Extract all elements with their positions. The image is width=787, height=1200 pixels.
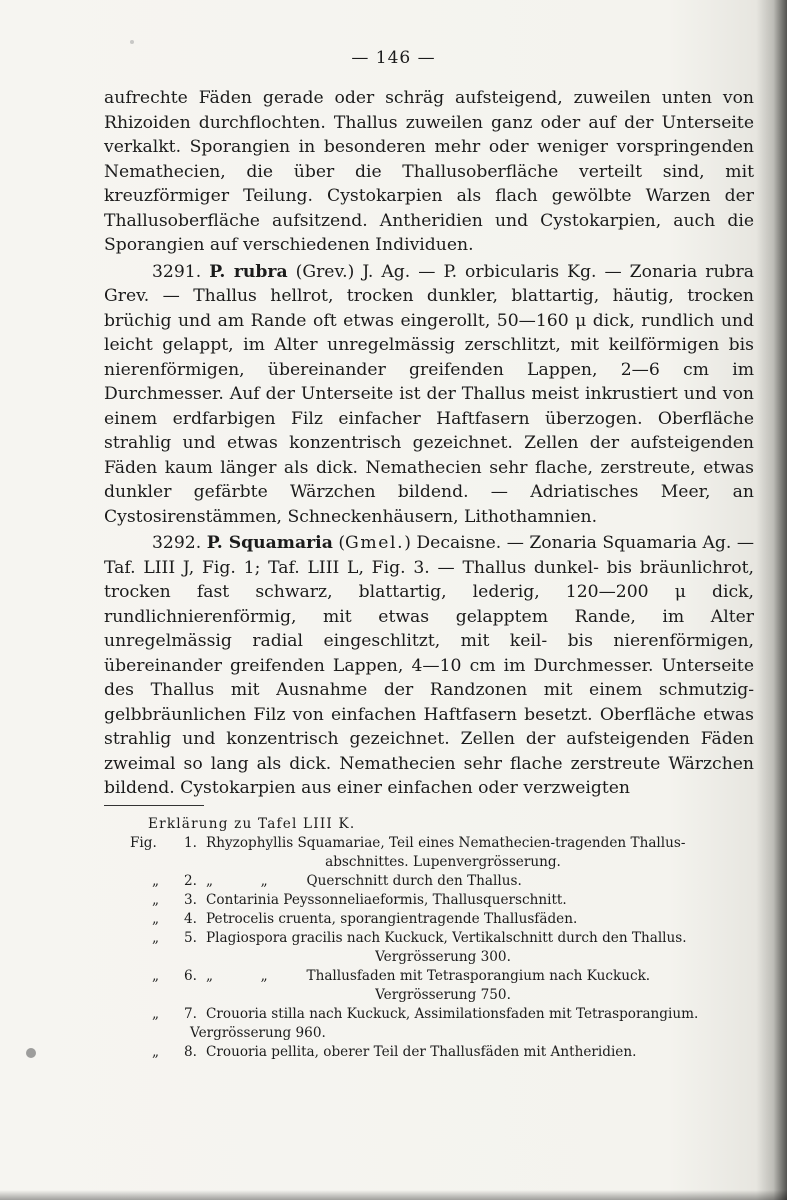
legend-description: Contarinia Peyssonneliaeformis, Thallusquerschnitt. xyxy=(206,892,567,908)
legend-item xyxy=(130,872,756,891)
page-edge-shadow xyxy=(757,0,787,1200)
legend-prefix: „ xyxy=(152,1006,160,1022)
legend-number: 1. xyxy=(184,835,197,851)
legend-number: 4. xyxy=(184,911,197,927)
entry-text: (Grev.) J. Ag. — P. orbicularis Kg. — Zonaria rubra Grev. — Thallus hellrot, trocken dunkler, blattartig, häutig, trocken brüchig und am Rande oft etwas eingerollt, 50—160 μ dick, rundlich und leicht gelappt, im Alter unregelmässig zerschlitzt, mit keilförmigen bis nierenförmigen, übereinander greifenden Lappen, 2—6 cm im Durchmesser. Auf der Unterseite ist der Thallus meist inkrustiert und von einem erdfarbigen Filz einfacher Haftfasern überzogen. Oberfläche strahlig und etwas konzentrisch gezeichnet. Zellen der aufsteigenden Fäden kaum länger als dick. Nemathecien sehr flache, zerstreute, etwas dunkler gefärbte Wärzchen bildend. — Adriatisches Meer, an Cystosirenstämmen, Schneckenhäusern, Lithothamnien. xyxy=(104,261,754,527)
species-name: P. Squamaria xyxy=(206,533,333,553)
legend-continuation: Vergrösserung 960. xyxy=(190,1025,326,1041)
legend-number: 7. xyxy=(184,1006,197,1022)
scan-blemish xyxy=(26,1048,36,1058)
entry-3291 xyxy=(104,260,754,530)
plate-legend xyxy=(130,815,756,1062)
legend-item xyxy=(130,834,756,853)
legend-description: „ „ Querschnitt durch den Thallus. xyxy=(206,873,522,889)
legend-prefix: „ xyxy=(152,930,160,946)
legend-prefix: „ xyxy=(152,892,160,908)
entry-text: ) Decaisne. — Zonaria Squamaria Ag. — Taf. LIII J, Fig. 1; Taf. LIII L, Fig. 3. — Thallus dunkel- bis bräunlichrot, trocken fast schwarz, blattartig, lederig, 120—200 μ dick, rundlichnierenförmig, mit etwas gelapptem Rande, im Alter unregelmässig radial eingeschlitzt, mit keil- bis nierenförmigen, übereinander greifenden Lappen, 4—10 cm im Durchmesser. Unterseite des Thallus mit Ausnahme der Randzonen mit einem schmutzig-gelbbräunlichen Filz von einfachen Haftfasern besetzt. Oberfläche etwas strahlig und konzentrisch gezeichnet. Zellen der aufsteigenden Fäden zweimal so lang als dick. Nemathecien sehr flache zerstreute Wärzchen bildend. Cystokarpien aus einer einfachen oder verzweigten xyxy=(104,533,755,798)
legend-item xyxy=(130,967,756,986)
legend-prefix: „ xyxy=(152,1044,160,1060)
legend-prefix: „ xyxy=(152,968,160,984)
intro-paragraph: aufrechte Fäden gerade oder schräg aufsteigend, zuweilen unten von Rhizoiden durchflochten. Thallus zuweilen ganz oder auf der Unterseite verkalkt. Sporangien in besonderen mehr oder weniger vorspringenden Nemathecien, die über die Thallusoberfläche verteilt sind, mit kreuzförmiger Teilung. Cystokarpien als flach gewölbte Warzen der Thallusoberfläche aufsitzend. Antheridien und Cystokarpien, auch die Sporangien auf verschiedenen Individuen. xyxy=(104,88,754,255)
entry-3292: 3292. P. Squamaria (Gmel.) Decaisne. — Zonaria Squamaria Ag. — Taf. LIII J, Fig. 1; Taf. LIII L, Fig. 3. — Thallus dunkel- bis bräunlichrot, trocken fast schwarz, blattartig, lederig, 120—200 μ dick, rundlichnierenförmig, mit etwas gelapptem Rande, im Alter unregelmässig radial eingeschlitzt, mit keil- bis nierenförmigen, übereinander greifenden Lappen, 4—10 cm im Durchmesser. Unterseite des Thallus mit Ausnahme der Randzonen mit einem schmutzig-gelbbräunlichen Filz von einfachen Haftfasern besetzt. Oberfläche etwas strahlig und konzentrisch gezeichnet. Zellen der aufsteigenden Fäden zweimal so lang als dick. Nemathecien sehr flache zerstreute Wärzchen bildend. Cystokarpien aus einer einfachen oder verzweigten xyxy=(104,533,755,798)
legend-item xyxy=(130,1005,756,1024)
species-name: P. rubra xyxy=(209,261,288,282)
author-name: Gmel. xyxy=(345,533,405,553)
entry-number: 3292. xyxy=(152,533,202,553)
legend-description: „ „ Thallusfaden mit Tetrasporangium nach Kuckuck. xyxy=(206,968,651,984)
legend-number: 8. xyxy=(184,1044,197,1060)
legend-prefix: „ xyxy=(152,873,160,889)
legend-continuation: abschnittes. Lupenvergrösserung. xyxy=(325,854,561,870)
legend-continuation: Vergrösserung 300. xyxy=(375,949,511,965)
legend-title: Erklärung zu Tafel LIII K. xyxy=(148,816,356,832)
scan-speck xyxy=(130,40,134,44)
legend-prefix: Fig. xyxy=(130,835,157,851)
legend-number: 5. xyxy=(184,930,197,946)
legend-number: 6. xyxy=(184,968,197,984)
page-bottom-shadow xyxy=(0,1190,787,1200)
legend-item xyxy=(130,1043,756,1062)
legend-description: Crouoria stilla nach Kuckuck, Assimilationsfaden mit Tetrasporangium. xyxy=(206,1006,699,1022)
legend-item xyxy=(130,910,756,929)
legend-prefix: „ xyxy=(152,911,160,927)
entry-number: 3291. xyxy=(152,261,202,282)
legend-item xyxy=(130,929,756,948)
legend-description: Crouoria pellita, oberer Teil der Thallusfäden mit Antheridien. xyxy=(206,1044,637,1060)
legend-description: Rhyzophyllis Squamariae, Teil eines Nemathecien-tragenden Thallus- xyxy=(206,835,686,851)
legend-item xyxy=(130,891,756,910)
legend-description: Petrocelis cruenta, sporangientragende Thallusfäden. xyxy=(206,911,578,927)
legend-number: 3. xyxy=(184,892,197,908)
footnote-divider xyxy=(104,805,204,806)
page-number: — 146 — xyxy=(351,48,436,68)
legend-description: Plagiospora gracilis nach Kuckuck, Vertikalschnitt durch den Thallus. xyxy=(206,930,687,946)
legend-number: 2. xyxy=(184,873,197,889)
legend-continuation: Vergrösserung 750. xyxy=(375,987,511,1003)
main-text xyxy=(104,86,754,801)
